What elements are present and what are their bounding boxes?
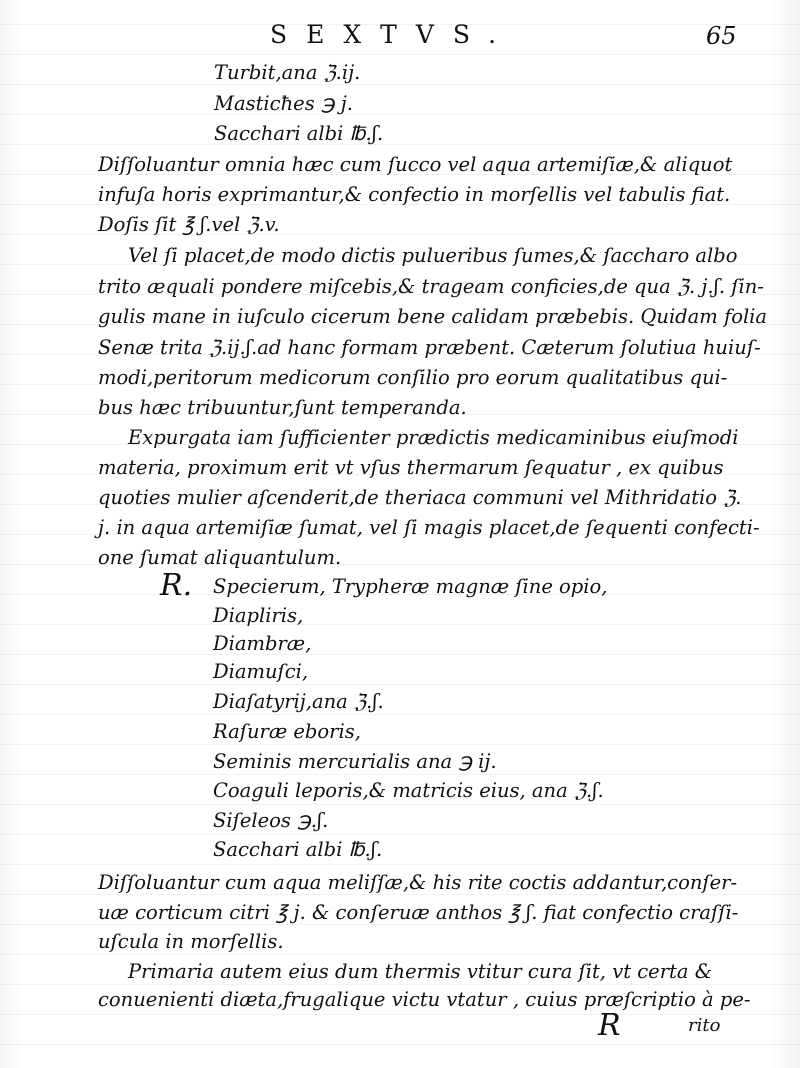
text-line: Seminis mercurialis ana ℈ ij. — [213, 750, 497, 773]
running-head: SEXTVS. — [270, 20, 516, 49]
signature-mark: R — [598, 1008, 621, 1043]
catchword: rito — [688, 1015, 721, 1036]
text-line: Diſſoluantur cum aqua meliſſæ,& his rite coctis addantur,conſer- — [98, 871, 738, 894]
text-line: Senæ trita ℨ.ij.ʃ.ad hanc formam præbent. Cæterum ſolutiua huiuſ- — [98, 336, 761, 359]
text-line: Turbit,ana ℨ.ij. — [214, 61, 361, 84]
text-line: Diſſoluantur omnia hæc cum ſucco vel aqua artemiſiæ,& aliquot — [98, 153, 733, 176]
text-line: conuenienti diæta,frugalique victu vtatur , cuius præſcriptio à pe- — [98, 988, 751, 1011]
text-line: Diamuſci, — [213, 660, 309, 683]
text-line: uæ corticum citri ℥ j. & conſeruæ anthos ℥ ʃ. fiat confectio craſſi- — [98, 901, 739, 924]
text-line: Siſeleos ℈.ʃ. — [213, 809, 329, 832]
text-line: Expurgata iam ſufficienter prædictis medicaminibus eiuſmodi — [128, 426, 739, 449]
text-line: Masticħes ℈ j. — [214, 92, 353, 115]
text-line: materia, proximum erit vt vſus thermarum ſequatur , ex quibus — [98, 456, 724, 479]
text-line: Diaſatyrij,ana ℨ.ʃ. — [213, 690, 384, 713]
text-line: Raſuræ eboris, — [213, 720, 361, 743]
text-line: Diambræ, — [213, 632, 312, 655]
text-line: bus hæc tribuuntur,ſunt temperanda. — [98, 396, 467, 419]
text-line: modi,peritorum medicorum conſilio pro eorum qualitatibus qui- — [98, 366, 728, 389]
text-line: infuſa horis exprimantur,& confectio in morſellis vel tabulis fiat. — [98, 183, 731, 206]
text-line: Vel ſi placet,de modo dictis pulueribus ſumes,& ſaccharo albo — [128, 244, 738, 267]
text-line: quoties mulier aſcenderit,de theriaca communi vel Mithridatio ℨ. — [98, 486, 742, 509]
text-line: Coaguli leporis,& matricis eius, ana ℨ.ʃ. — [213, 779, 604, 802]
text-line: Sacchari albi ℔.ʃ. — [213, 838, 383, 861]
text-line: Specierum, Trypheræ magnæ ſine opio, — [213, 575, 608, 598]
page-number: 65 — [706, 22, 737, 50]
text-line: Sacchari albi ℔.ʃ. — [214, 122, 384, 145]
text-line: Diapliris, — [213, 604, 304, 627]
text-line: Doſis ſit ℥ ʃ.vel ℨ.v. — [98, 213, 280, 236]
text-line: trito æquali pondere miſcebis,& trageam conficies,de qua ℨ. j.ʃ. ſin- — [98, 275, 764, 298]
text-line: j. in aqua artemiſiæ ſumat, vel ſi magis placet,de ſequenti confecti- — [98, 516, 760, 539]
text-line: uſcula in morſellis. — [98, 930, 284, 953]
text-line: gulis mane in iuſculo cicerum bene calidam præbebis. Quidam folia — [98, 305, 768, 328]
text-line: one ſumat aliquantulum. — [98, 546, 342, 569]
recipe-symbol: R. — [160, 568, 193, 603]
text-line: Primaria autem eius dum thermis vtitur cura ſit, vt certa & — [128, 960, 713, 983]
